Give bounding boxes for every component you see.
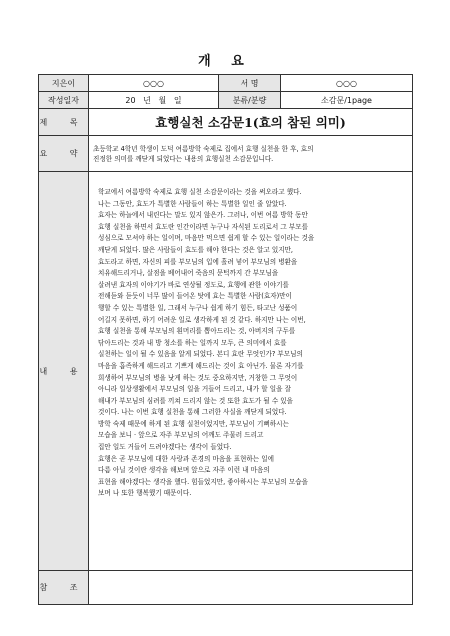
subject-label: 제 목 [39, 109, 89, 136]
content-line: 보며 나 또한 행복했기 때문이다. [98, 489, 192, 498]
content-line: 것이다. 나는 이번 효행 실천을 통해 그러한 사실을 깨닫게 되었다. [98, 408, 287, 417]
content-line: 치유해드리거나, 살점을 베어내어 죽음의 문턱까지 간 부모님을 [98, 269, 279, 278]
author-value: ○○○ [89, 75, 219, 92]
reference-label: 참 조 [39, 571, 89, 605]
content-line: 살려낸 효자의 이야기가 바로 연상될 정도로, 효행에 관한 이야기를 [98, 280, 289, 289]
content-line: 아니라 일상생활에서 부모님의 일을 거들어 드리고, 내가 할 일을 잘 [98, 385, 291, 394]
content-line: 효행 실천을 통해 부모님의 흰머리를 뽑아드리는 것, 아버지의 구두를 [98, 327, 296, 336]
content-line: 다름 아닐 것이란 생각을 해보며 앞으로 자주 이런 내 마음의 [98, 466, 270, 475]
category-label: 분류/분량 [219, 92, 281, 109]
date-value: 20 년 월 일 [89, 92, 219, 109]
document-title: 개 요 [198, 54, 252, 69]
subject-value: 효행실천 소감문1(효의 참된 의미) [89, 109, 413, 136]
content-line: 나는 그동안, 효도가 특별한 사람들이 하는 특별한 일인 줄 알았다. [98, 199, 287, 208]
date-label: 작성일자 [39, 92, 89, 109]
content-line: 해내가 부모님의 심려를 끼쳐 드리지 않는 것 또한 효도가 될 수 있을 [98, 396, 294, 405]
content-line: 모습을 보니 · 앞으로 자주 부모님의 어깨도 주물러 드리고 [98, 431, 264, 440]
content-line: 효행 실천을 하면서 효도란 인간이라면 누구나 자식된 도리로서 그 부모를 [98, 222, 308, 231]
content-line: 학교에서 여름방학 숙제로 효행 실천 소감문이라는 것을 써오라고 했다. [98, 188, 302, 196]
content-line: 효도라고 하면, 자신의 피를 부모님의 입에 흘려 넣어 부모님의 병환을 [98, 257, 298, 266]
content-line: 방학 숙제 때문에 하게 된 효행 실천이었지만, 부모님이 기뻐하시는 [98, 419, 289, 428]
content-label: 내 용 [39, 172, 89, 571]
summary-form-table [38, 74, 413, 605]
recipient-label: 서 명 [219, 75, 281, 92]
recipient-value: ○○○ [281, 75, 413, 92]
author-label: 지은이 [39, 75, 89, 92]
content-line: 전해듣와 듣듯이 너무 많이 들어온 탓에 효는 특별한 사람(효자)만이 [98, 292, 292, 301]
content-line: 성심으로 모셔야 하는 일이며, 마음만 먹으면 쉽게 할 수 있는 일이라는 것을 [98, 234, 315, 243]
summary-label: 요 약 [39, 136, 89, 172]
content-body [89, 172, 413, 571]
content-line: 효행은 곧 부모님에 대한 사랑과 존경의 마음을 표현하는 일에 [98, 454, 275, 463]
content-line: 표현을 해야겠다는 생각을 했다. 힘들었지만, 좋아하시는 부모님의 모습을 [98, 477, 308, 486]
summary-line: 초등학교 4학년 학생이 도덕 여름방학 숙제로 집에서 효행 실천을 한 후, 효의 [93, 144, 314, 153]
reference-value [89, 571, 413, 605]
content-line: 마음을 흡족하게 해드리고 기쁘게 해드리는 것이 효 아닌가. 물론 자기를 [98, 361, 304, 370]
summary-line: 진정한 의미를 깨닫게 되었다는 내용의 효행실천 소감문입니다. [93, 154, 274, 163]
content-line: 희생하여 부모님의 병을 낫게 하는 것도 중요하지만, 거창한 그 무엇이 [98, 373, 298, 382]
summary-text [89, 136, 413, 172]
content-line: 행할 수 있는 특별한 일, 그래서 누구나 쉽게 하기 힘든, 타고난 성품이 [98, 303, 298, 312]
content-line: 어길지 못하면, 하기 어려운 일로 생각하게 된 것 같다. 하지만 나는 이번, [98, 315, 306, 324]
content-line: 집안 일도 거들어 드려야겠다는 생각이 들었다. [98, 443, 232, 452]
category-value: 소감문/1page [281, 92, 413, 109]
content-line: 깨닫게 되었다. 많은 사람들이 효도를 해야 한다는 것은 알고 있지만, [98, 245, 294, 254]
content-line: 효자는 하늘에서 내린다는 말도 있지 않은가. 그러나, 이번 여름 방학 동안 [98, 211, 308, 220]
content-line: 실천하는 일이 될 수 있음을 알게 되었다. 본디 효란 무엇인가? 부모님의 [98, 350, 303, 359]
content-line: 닦아드리는 것과 내 방 청소를 하는 일까지 모두, 큰 의미에서 효를 [98, 338, 287, 347]
